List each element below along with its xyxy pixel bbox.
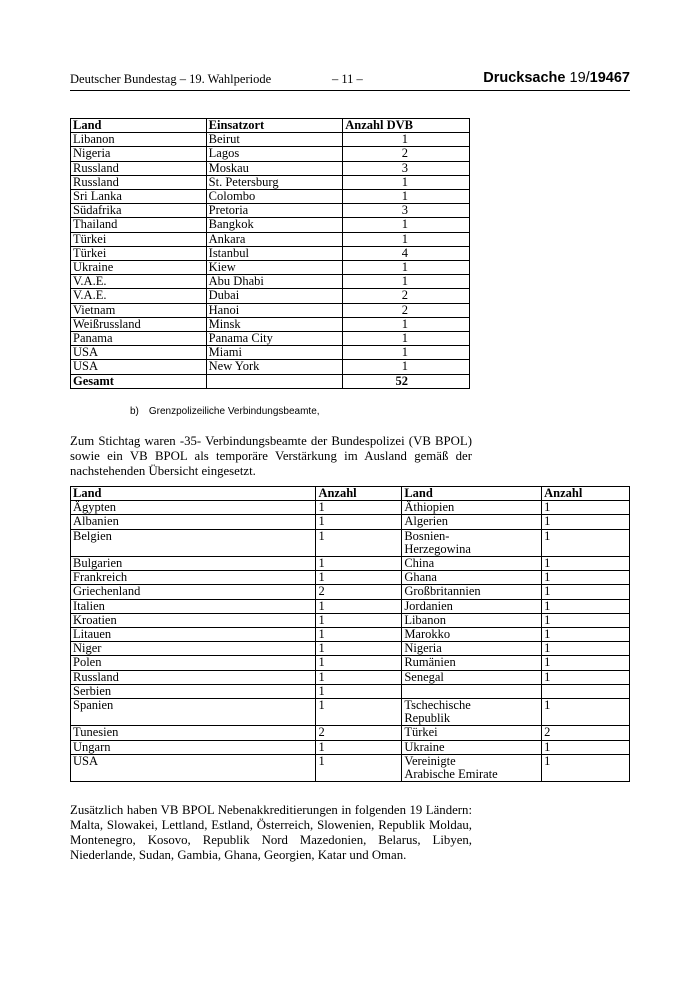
table-cell: 1 xyxy=(542,628,630,642)
accreditation-paragraph: Zusätzlich haben VB BPOL Nebenakkreditierungen in folgenden 19 Ländern: Malta, Slowakei, Lettland, Estland, Österreich, Slowenien, Republik Moldau, Montenegro, Kosovo, Republik Nord Mazedonien, Belarus, Libyen, Niederlande, Sudan, Gambia, Ghana, Georgien, Katar und Oman. xyxy=(70,803,472,862)
table-cell: Kroatien xyxy=(71,613,316,627)
table-cell: Algerien xyxy=(402,515,542,529)
table-cell: Ukraine xyxy=(402,740,542,754)
table-row xyxy=(71,599,630,613)
intro-paragraph: Zum Stichtag waren -35- Verbindungsbeamte der Bundespolizei (VB BPOL) sowie ein VB BPOL als temporäre Verstärkung im Ausland gemäß der nachstehenden Übersicht eingesetzt. xyxy=(70,434,472,478)
table-cell: 1 xyxy=(542,613,630,627)
table-cell: Niger xyxy=(71,642,316,656)
total-cell xyxy=(206,374,343,388)
table-cell: 2 xyxy=(316,726,402,740)
table-cell: 1 xyxy=(316,754,402,781)
table-row xyxy=(71,613,630,627)
table-cell: 1 xyxy=(316,529,402,556)
table-row xyxy=(71,684,630,698)
table-cell: Minsk xyxy=(206,317,343,331)
table-cell: Bosnien- Herzegowina xyxy=(402,529,542,556)
table-cell: 1 xyxy=(542,599,630,613)
table-cell: V.A.E. xyxy=(71,289,207,303)
table-row xyxy=(71,275,470,289)
table-cell: 1 xyxy=(542,699,630,726)
table-cell: USA xyxy=(71,754,316,781)
table-cell xyxy=(542,684,630,698)
table-row xyxy=(71,332,470,346)
table-cell: 1 xyxy=(542,529,630,556)
table-cell: 1 xyxy=(343,317,470,331)
table-cell: Colombo xyxy=(206,190,343,204)
table-cell: 1 xyxy=(316,599,402,613)
table-row xyxy=(71,246,470,260)
table-row xyxy=(71,557,630,571)
table-row xyxy=(71,303,470,317)
column-header: Land xyxy=(71,487,316,501)
table-cell: 1 xyxy=(343,332,470,346)
table-cell: Lagos xyxy=(206,147,343,161)
section-caption: b) Grenzpolizeiliche Verbindungsbeamte, xyxy=(130,406,320,417)
table-cell: 1 xyxy=(343,133,470,147)
table-cell: Weißrussland xyxy=(71,317,207,331)
table-cell: 1 xyxy=(316,642,402,656)
table-cell: Tschechische Republik xyxy=(402,699,542,726)
table-cell: 1 xyxy=(343,346,470,360)
table-cell: Thailand xyxy=(71,218,207,232)
table-row xyxy=(71,133,470,147)
table-cell: China xyxy=(402,557,542,571)
total-cell: Gesamt xyxy=(71,374,207,388)
column-header: Anzahl DVB xyxy=(343,119,470,133)
table-cell xyxy=(402,684,542,698)
table-cell: 1 xyxy=(316,571,402,585)
drucksache-number-prefix: 19/ xyxy=(569,70,590,86)
table-cell: Türkei xyxy=(71,232,207,246)
table-row xyxy=(71,642,630,656)
table-cell: V.A.E. xyxy=(71,275,207,289)
column-header: Einsatzort xyxy=(206,119,343,133)
table-cell: Dubai xyxy=(206,289,343,303)
table-row xyxy=(71,317,470,331)
table-cell: Panama xyxy=(71,332,207,346)
table-cell: 1 xyxy=(542,754,630,781)
table-cell: Kiew xyxy=(206,261,343,275)
drucksache-number: 19467 xyxy=(589,70,630,86)
table-cell: Serbien xyxy=(71,684,316,698)
dvb-table-body xyxy=(71,133,470,389)
table-cell: 1 xyxy=(343,360,470,374)
table-cell: 1 xyxy=(343,218,470,232)
table-cell: 4 xyxy=(343,246,470,260)
table-cell: Polen xyxy=(71,656,316,670)
table-row xyxy=(71,628,630,642)
total-cell: 52 xyxy=(343,374,470,388)
table-cell: Bangkok xyxy=(206,218,343,232)
table-cell: St. Petersburg xyxy=(206,175,343,189)
table-row xyxy=(71,501,630,515)
table-cell: 1 xyxy=(542,656,630,670)
table-row xyxy=(71,261,470,275)
table-row xyxy=(71,670,630,684)
table-cell: 1 xyxy=(542,501,630,515)
table-cell: Türkei xyxy=(402,726,542,740)
table-cell: Bulgarien xyxy=(71,557,316,571)
table-row xyxy=(71,740,630,754)
header-page-number: – 11 – xyxy=(332,72,363,86)
table-cell: 1 xyxy=(542,557,630,571)
vb-bpol-table-body xyxy=(71,501,630,782)
table-cell: 2 xyxy=(542,726,630,740)
table-row xyxy=(71,232,470,246)
table-cell: 2 xyxy=(343,147,470,161)
table-cell: 2 xyxy=(316,585,402,599)
table-cell: Vereinigte Arabische Emirate xyxy=(402,754,542,781)
table-cell: Russland xyxy=(71,161,207,175)
table-cell: 1 xyxy=(316,557,402,571)
table-cell: Litauen xyxy=(71,628,316,642)
total-row xyxy=(71,374,470,388)
table-cell: Rumänien xyxy=(402,656,542,670)
vb-bpol-table xyxy=(70,486,630,782)
column-header: Anzahl xyxy=(316,487,402,501)
table-cell: 1 xyxy=(542,571,630,585)
table-row xyxy=(71,218,470,232)
table-row xyxy=(71,515,630,529)
table-cell: Ungarn xyxy=(71,740,316,754)
table-cell: Ghana xyxy=(402,571,542,585)
table-cell: Pretoria xyxy=(206,204,343,218)
table-cell: 1 xyxy=(316,628,402,642)
table-cell: Nigeria xyxy=(402,642,542,656)
table-cell: 1 xyxy=(316,656,402,670)
table-cell: 1 xyxy=(343,190,470,204)
table-cell: Moskau xyxy=(206,161,343,175)
table-row xyxy=(71,161,470,175)
table-cell: Griechenland xyxy=(71,585,316,599)
table-row xyxy=(71,360,470,374)
table-cell: Türkei xyxy=(71,246,207,260)
table-cell: Ankara xyxy=(206,232,343,246)
table-cell: Italien xyxy=(71,599,316,613)
table-row xyxy=(71,289,470,303)
table-cell: Nigeria xyxy=(71,147,207,161)
table-row xyxy=(71,529,630,556)
table-cell: 1 xyxy=(316,699,402,726)
table-cell: Belgien xyxy=(71,529,316,556)
table-cell: Russland xyxy=(71,670,316,684)
table-row xyxy=(71,754,630,781)
table-cell: 1 xyxy=(316,515,402,529)
table-cell: Großbritannien xyxy=(402,585,542,599)
table-cell: Frankreich xyxy=(71,571,316,585)
header-drucksache xyxy=(483,70,630,86)
table-cell: New York xyxy=(206,360,343,374)
header-rule xyxy=(70,90,630,91)
table-row xyxy=(71,656,630,670)
table-cell: 1 xyxy=(316,670,402,684)
table-cell: 1 xyxy=(542,515,630,529)
table-cell: Libanon xyxy=(402,613,542,627)
table-cell: 1 xyxy=(316,684,402,698)
page-header xyxy=(70,70,630,90)
table-cell: 1 xyxy=(343,232,470,246)
table-row xyxy=(71,147,470,161)
table-cell: 1 xyxy=(542,670,630,684)
vb-bpol-table-header xyxy=(71,487,630,501)
table-cell: 3 xyxy=(343,161,470,175)
table-cell: Tunesien xyxy=(71,726,316,740)
table-cell: Vietnam xyxy=(71,303,207,317)
table-cell: Hanoi xyxy=(206,303,343,317)
column-header: Land xyxy=(71,119,207,133)
table-cell: Istanbul xyxy=(206,246,343,260)
dvb-table-header xyxy=(71,119,470,133)
table-cell: 1 xyxy=(343,175,470,189)
table-cell: Marokko xyxy=(402,628,542,642)
table-cell: 3 xyxy=(343,204,470,218)
table-cell: 2 xyxy=(343,289,470,303)
header-publication: Deutscher Bundestag – 19. Wahlperiode xyxy=(70,72,272,86)
table-cell: Äthiopien xyxy=(402,501,542,515)
table-cell: Senegal xyxy=(402,670,542,684)
dvb-table xyxy=(70,118,470,389)
table-cell: Spanien xyxy=(71,699,316,726)
table-row xyxy=(71,190,470,204)
table-cell: 1 xyxy=(542,740,630,754)
table-cell: Miami xyxy=(206,346,343,360)
table-cell: 1 xyxy=(542,642,630,656)
table-cell: Albanien xyxy=(71,515,316,529)
table-cell: Sri Lanka xyxy=(71,190,207,204)
table-cell: 1 xyxy=(316,740,402,754)
column-header: Anzahl xyxy=(542,487,630,501)
table-cell: USA xyxy=(71,346,207,360)
table-cell: 1 xyxy=(542,585,630,599)
drucksache-label: Drucksache xyxy=(483,70,566,86)
table-cell: Ägypten xyxy=(71,501,316,515)
table-cell: Russland xyxy=(71,175,207,189)
table-cell: 1 xyxy=(343,275,470,289)
table-cell: Beirut xyxy=(206,133,343,147)
table-row xyxy=(71,585,630,599)
table-row xyxy=(71,699,630,726)
table-cell: 2 xyxy=(343,303,470,317)
table-cell: Libanon xyxy=(71,133,207,147)
table-cell: Südafrika xyxy=(71,204,207,218)
table-row xyxy=(71,204,470,218)
table-cell: USA xyxy=(71,360,207,374)
table-cell: 1 xyxy=(316,613,402,627)
table-cell: Abu Dhabi xyxy=(206,275,343,289)
table-row xyxy=(71,346,470,360)
table-row xyxy=(71,175,470,189)
table-cell: Panama City xyxy=(206,332,343,346)
table-row xyxy=(71,726,630,740)
table-cell: 1 xyxy=(343,261,470,275)
table-row xyxy=(71,571,630,585)
table-cell: 1 xyxy=(316,501,402,515)
table-cell: Jordanien xyxy=(402,599,542,613)
column-header: Land xyxy=(402,487,542,501)
table-cell: Ukraine xyxy=(71,261,207,275)
